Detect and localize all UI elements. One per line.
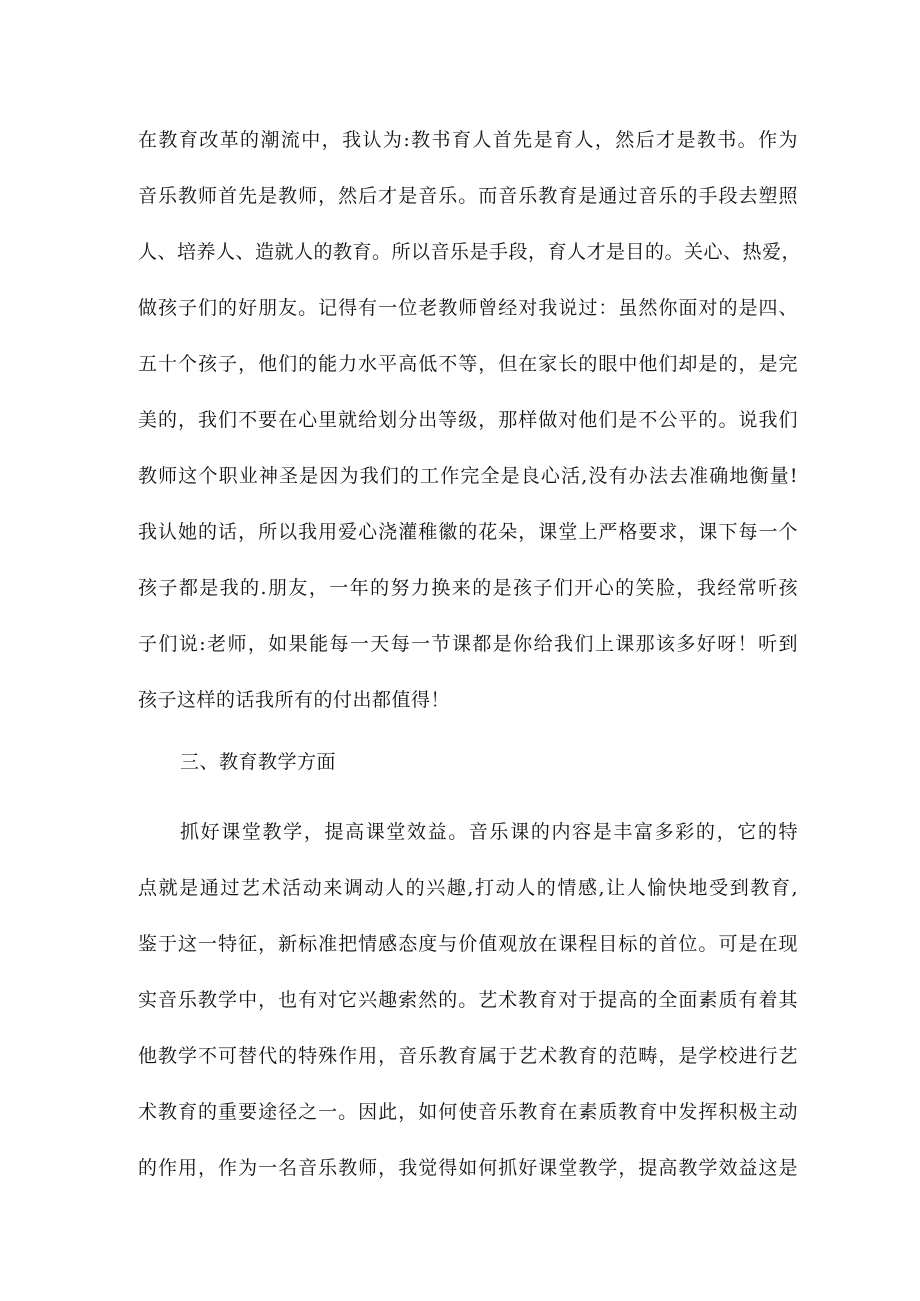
paragraph-2-line-5: 他教学不可替代的特殊作用，音乐教育属于艺术教育的范畴，是学校进行艺 <box>138 1045 798 1067</box>
paragraph-1-line-5: 五十个孩子，他们的能力水平高低不等，但在家长的眼中他们却是的，是完 <box>138 353 798 375</box>
paragraph-2-line-4: 实音乐教学中，也有对它兴趣索然的。艺术教育对于提高的全面素质有着其 <box>138 989 798 1011</box>
paragraph-1-line-6: 美的，我们不要在心里就给划分出等级，那样做对他们是不公平的。说我们 <box>138 409 798 431</box>
paragraph-1-line-3: 人、培养人、造就人的教育。所以音乐是手段，育人才是目的。关心、热爱， <box>138 241 802 263</box>
paragraph-1-line-11: 孩子这样的话我所有的付出都值得！ <box>138 689 451 711</box>
paragraph-2-line-7: 的作用，作为一名音乐教师，我觉得如何抓好课堂教学，提高教学效益这是 <box>138 1157 798 1179</box>
paragraph-2-line-2: 点就是通过艺术活动来调动人的兴趣,打动人的情感,让人愉快地受到教育, <box>138 877 798 899</box>
paragraph-1-line-4: 做孩子们的好朋友。记得有一位老教师曾经对我说过：虽然你面对的是四、 <box>138 297 798 319</box>
paragraph-1-line-1: 在教育改革的潮流中，我认为:教书育人首先是育人，然后才是教书。作为 <box>138 129 798 151</box>
paragraph-1-line-2: 音乐教师首先是教师，然后才是音乐。而音乐教育是通过音乐的手段去塑照 <box>138 185 798 207</box>
paragraph-1-line-10: 子们说:老师，如果能每一天每一节课都是你给我们上课那该多好呀！听到 <box>138 633 798 655</box>
paragraph-2-line-1: 抓好课堂教学，提高课堂效益。音乐课的内容是丰富多彩的，它的特 <box>180 821 798 843</box>
section-heading: 三、教育教学方面 <box>180 751 337 773</box>
paragraph-1-line-9: 孩子都是我的.朋友，一年的努力换来的是孩子们开心的笑脸，我经常听孩 <box>138 577 798 599</box>
paragraph-1-line-8: 我认她的话，所以我用爱心浇灌稚徽的花朵，课堂上严格要求，课下每一个 <box>138 521 798 543</box>
paragraph-2-line-3: 鉴于这一特征，新标准把情感态度与价值观放在课程目标的首位。可是在现 <box>138 933 798 955</box>
paragraph-1-line-7: 教师这个职业神圣是因为我们的工作完全是良心活,没有办法去准确地衡量! <box>138 465 798 487</box>
paragraph-2-line-6: 术教育的重要途径之一。因此，如何使音乐教育在素质教育中发挥积极主动 <box>138 1101 798 1123</box>
